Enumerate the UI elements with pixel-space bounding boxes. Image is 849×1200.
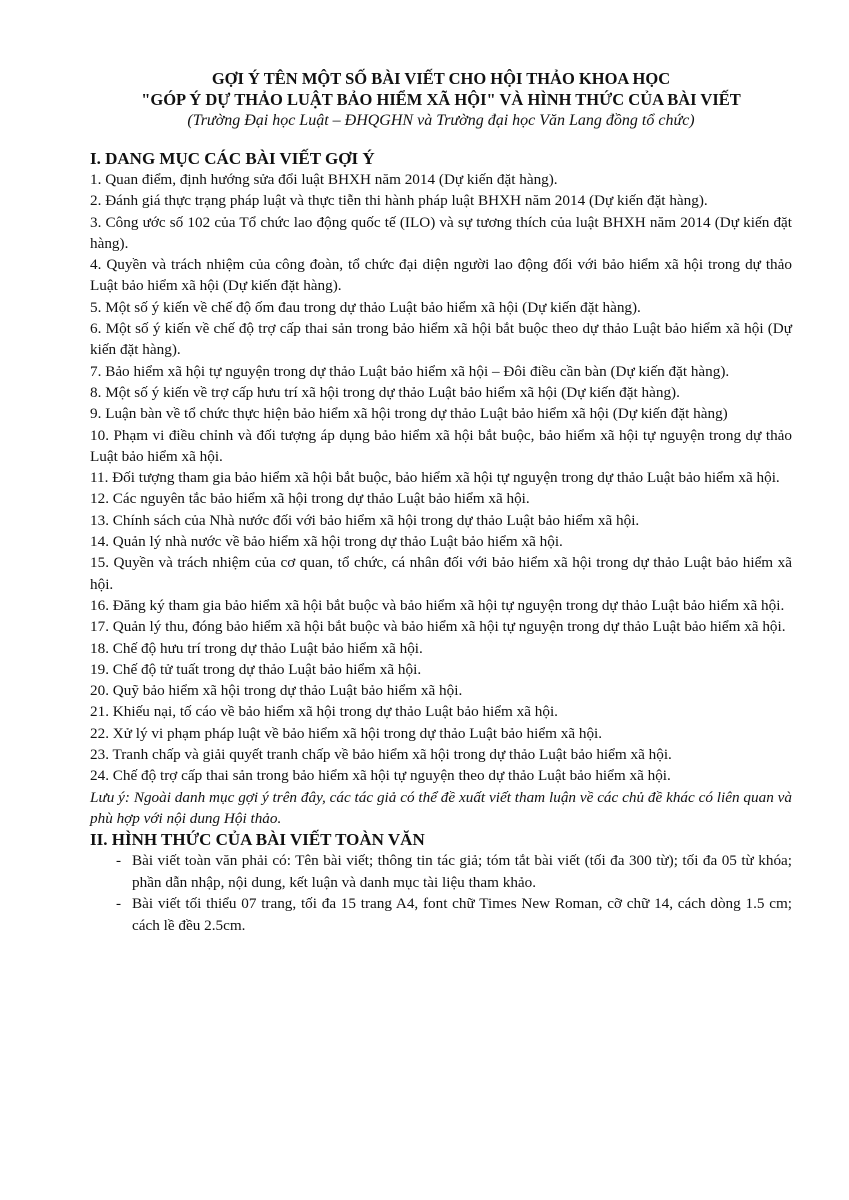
list-item bbox=[90, 893, 792, 936]
suggested-topics-list bbox=[90, 169, 792, 787]
topic-item: 1. Quan điểm, định hướng sửa đổi luật BHXH năm 2014 (Dự kiến đặt hàng). bbox=[90, 171, 558, 188]
document-title-line-1: GỢI Ý TÊN MỘT SỐ BÀI VIẾT CHO HỘI THẢO KHOA HỌC bbox=[211, 69, 671, 88]
topic-item: 15. Quyền và trách nhiệm của cơ quan, tổ chức, cá nhân đối với bảo hiểm xã hội trong dự thảo Luật bảo hiểm xã hội. bbox=[90, 554, 792, 593]
topic-item: 2. Đánh giá thực trạng pháp luật và thực tiễn thi hành pháp luật BHXH năm 2014 (Dự kiến đặt hàng). bbox=[90, 192, 708, 210]
document-subtitle: (Trường Đại học Luật – ĐHQGHN và Trường đại học Văn Lang đồng tổ chức) bbox=[187, 112, 695, 129]
topic-item: 13. Chính sách của Nhà nước đối với bảo hiểm xã hội trong dự thảo Luật bảo hiểm xã hội. bbox=[90, 511, 640, 529]
topic-item: 4. Quyền và trách nhiệm của công đoàn, tổ chức đại diện người lao động đối với bảo hiểm xã hội trong dự thảo Luật bảo hiểm xã hội (Dự kiến đặt hàng). bbox=[90, 256, 792, 295]
list-item bbox=[90, 850, 792, 893]
topic-item: 22. Xử lý vi phạm pháp luật về bảo hiểm xã hội trong dự thảo Luật bảo hiểm xã hội. bbox=[90, 724, 603, 742]
topic-item: 19. Chế độ tử tuất trong dự thảo Luật bảo hiểm xã hội. bbox=[90, 660, 422, 678]
topic-item: 11. Đối tượng tham gia bảo hiểm xã hội bắt buộc, bảo hiểm xã hội tự nguyện trong dự thảo Luật bảo hiểm xã hội. bbox=[90, 469, 780, 487]
topic-item: 8. Một số ý kiến về trợ cấp hưu trí xã hội trong dự thảo Luật bảo hiểm xã hội (Dự kiến đặt hàng). bbox=[90, 383, 680, 401]
topic-item: 23. Tranh chấp và giải quyết tranh chấp về bảo hiểm xã hội trong dự thảo Luật bảo hiểm xã hội. bbox=[90, 746, 672, 764]
topic-item: 12. Các nguyên tắc bảo hiểm xã hội trong dự thảo Luật bảo hiểm xã hội. bbox=[90, 490, 530, 508]
format-requirement-text: Bài viết toàn văn phải có: Tên bài viết; thông tin tác giả; tóm tắt bài viết (tối đa 300 từ); tối đa 05 từ khóa; phần dẫn nhập, nội dung, kết luận và danh mục tài liệu tham khảo. bbox=[132, 852, 792, 891]
topic-item: 20. Quỹ bảo hiểm xã hội trong dự thảo Luật bảo hiểm xã hội. bbox=[90, 682, 463, 700]
document-content bbox=[90, 68, 792, 936]
topic-item: 14. Quản lý nhà nước về bảo hiểm xã hội trong dự thảo Luật bảo hiểm xã hội. bbox=[90, 533, 563, 551]
topic-item: 7. Bảo hiểm xã hội tự nguyện trong dự thảo Luật bảo hiểm xã hội – Đôi điều cần bàn (Dự kiến đặt hàng). bbox=[90, 362, 730, 380]
format-requirement-text: Bài viết tối thiểu 07 trang, tối đa 15 trang A4, font chữ Times New Roman, cỡ chữ 14, cách dòng 1.5 cm; cách lề đều 2.5cm. bbox=[132, 895, 792, 934]
section-2-heading: II. HÌNH THỨC CỦA BÀI VIẾT TOÀN VĂN bbox=[90, 830, 425, 850]
format-requirements-list bbox=[90, 850, 792, 936]
dash-bullet-marker: - bbox=[116, 852, 122, 870]
topic-item: 3. Công ước số 102 của Tổ chức lao động quốc tế (ILO) và sự tương thích của luật BHXH năm 2014 (Dự kiến đặt hàng). bbox=[90, 213, 792, 252]
document-title-line-2: "GÓP Ý DỰ THẢO LUẬT BẢO HIỂM XÃ HỘI" VÀ HÌNH THỨC CỦA BÀI VIẾT bbox=[141, 90, 741, 109]
section-1-note: Lưu ý: Ngoài danh mục gợi ý trên đây, các tác giả có thể đề xuất viết tham luận về các chủ đề khác có liên quan và phù hợp với nội dung Hội thảo. bbox=[90, 788, 792, 827]
topic-item: 5. Một số ý kiến về chế độ ốm đau trong dự thảo Luật bảo hiểm xã hội (Dự kiến đặt hàng). bbox=[90, 298, 641, 316]
dash-bullet-marker: - bbox=[116, 895, 122, 913]
topic-item: 24. Chế độ trợ cấp thai sản trong bảo hiểm xã hội tự nguyện theo dự thảo Luật bảo hiểm xã hội. bbox=[90, 767, 671, 785]
topic-item: 16. Đăng ký tham gia bảo hiểm xã hội bắt buộc và bảo hiểm xã hội tự nguyện trong dự thảo Luật bảo hiểm xã hội. bbox=[90, 596, 785, 614]
topic-item: 18. Chế độ hưu trí trong dự thảo Luật bảo hiểm xã hội. bbox=[90, 639, 423, 657]
topic-item: 6. Một số ý kiến về chế độ trợ cấp thai sản trong bảo hiểm xã hội bắt buộc theo dự thảo Luật bảo hiểm xã hội (Dự kiến đặt hàng). bbox=[90, 320, 792, 359]
section-1-heading: I. DANG MỤC CÁC BÀI VIẾT GỢI Ý bbox=[90, 149, 375, 168]
topic-item: 17. Quản lý thu, đóng bảo hiểm xã hội bắt buộc và bảo hiểm xã hội tự nguyện trong dự thảo Luật bảo hiểm xã hội. bbox=[90, 618, 786, 636]
topic-item: 9. Luận bàn về tổ chức thực hiện bảo hiểm xã hội trong dự thảo Luật bảo hiểm xã hội (Dự kiến đặt hàng) bbox=[90, 405, 728, 423]
topic-item: 10. Phạm vi điều chỉnh và đối tượng áp dụng bảo hiểm xã hội bắt buộc, bảo hiểm xã hội tự nguyện trong dự thảo Luật bảo hiểm xã hội. bbox=[90, 426, 792, 465]
topic-item: 21. Khiếu nại, tố cáo về bảo hiểm xã hội trong dự thảo Luật bảo hiểm xã hội. bbox=[90, 703, 558, 721]
